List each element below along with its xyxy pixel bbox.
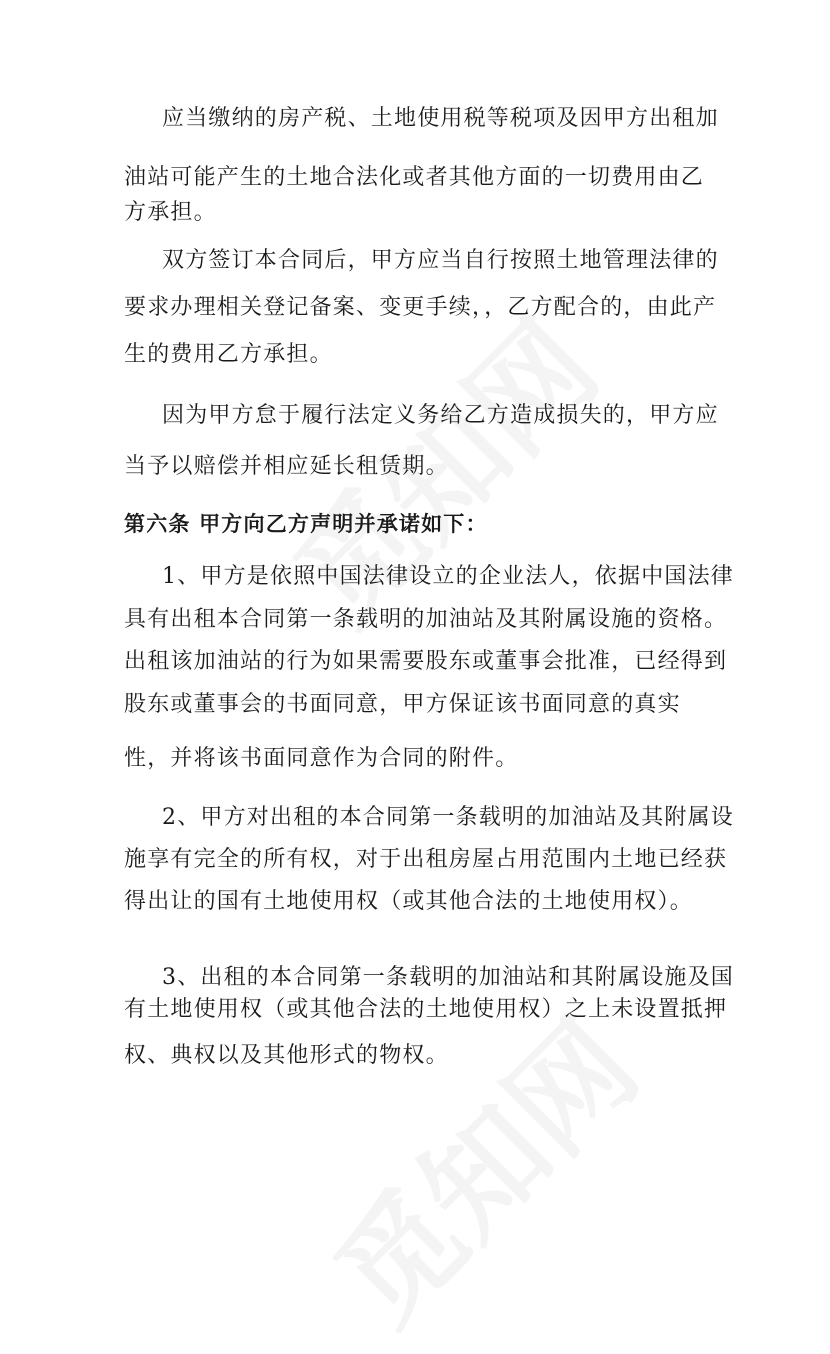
paragraph-line: 应当缴纳的房产税、土地使用税等税项及因甲方出租加 bbox=[162, 106, 719, 131]
paragraph-line: 因为甲方怠于履行法定义务给乙方造成损失的，甲方应 bbox=[162, 403, 719, 428]
paragraph-line: 生的费用乙方承担。 bbox=[124, 342, 333, 367]
section-heading: 第六条 甲方向乙方声明并承诺如下： bbox=[124, 512, 488, 536]
paragraph-line: 方承担。 bbox=[124, 200, 217, 225]
paragraph-line: 当予以赔偿并相应延长租赁期。 bbox=[124, 454, 449, 479]
paragraph-line: 双方签订本合同后，甲方应当自行按照土地管理法律的 bbox=[162, 248, 719, 273]
paragraph-line: 2、甲方对出租的本合同第一条载明的加油站及其附属设 bbox=[162, 805, 734, 830]
paragraph-line: 施享有完全的所有权，对于出租房屋占用范围内土地已经获 bbox=[124, 847, 728, 872]
watermark-bottom bbox=[292, 978, 668, 1354]
paragraph-line: 油站可能产生的土地合法化或者其他方面的一切费用由乙 bbox=[124, 165, 705, 190]
paragraph-line: 具有出租本合同第一条载明的加油站及其附属设施的资格。 bbox=[124, 607, 728, 632]
paragraph-line: 股东或董事会的书面同意，甲方保证该书面同意的真实 bbox=[124, 692, 681, 717]
paragraph-line: 要求办理相关登记备案、变更手续，，乙方配合的，由此产 bbox=[124, 295, 717, 320]
paragraph-line: 性，并将该书面同意作为合同的附件。 bbox=[124, 746, 519, 771]
paragraph-line: 有土地使用权（或其他合法的土地使用权）之上未设置抵押 bbox=[124, 997, 728, 1022]
paragraph-line: 3、出租的本合同第一条载明的加油站和其附属设施及国 bbox=[162, 965, 734, 990]
paragraph-line: 出租该加油站的行为如果需要股东或董事会批准，已经得到 bbox=[124, 649, 728, 674]
paragraph-line: 得出让的国有土地使用权（或其他合法的土地使用权）。 bbox=[124, 889, 694, 914]
paragraph-line: 权、典权以及其他形式的物权。 bbox=[124, 1043, 449, 1068]
paragraph-line: 1、甲方是依照中国法律设立的企业法人，依据中国法律 bbox=[162, 564, 734, 589]
